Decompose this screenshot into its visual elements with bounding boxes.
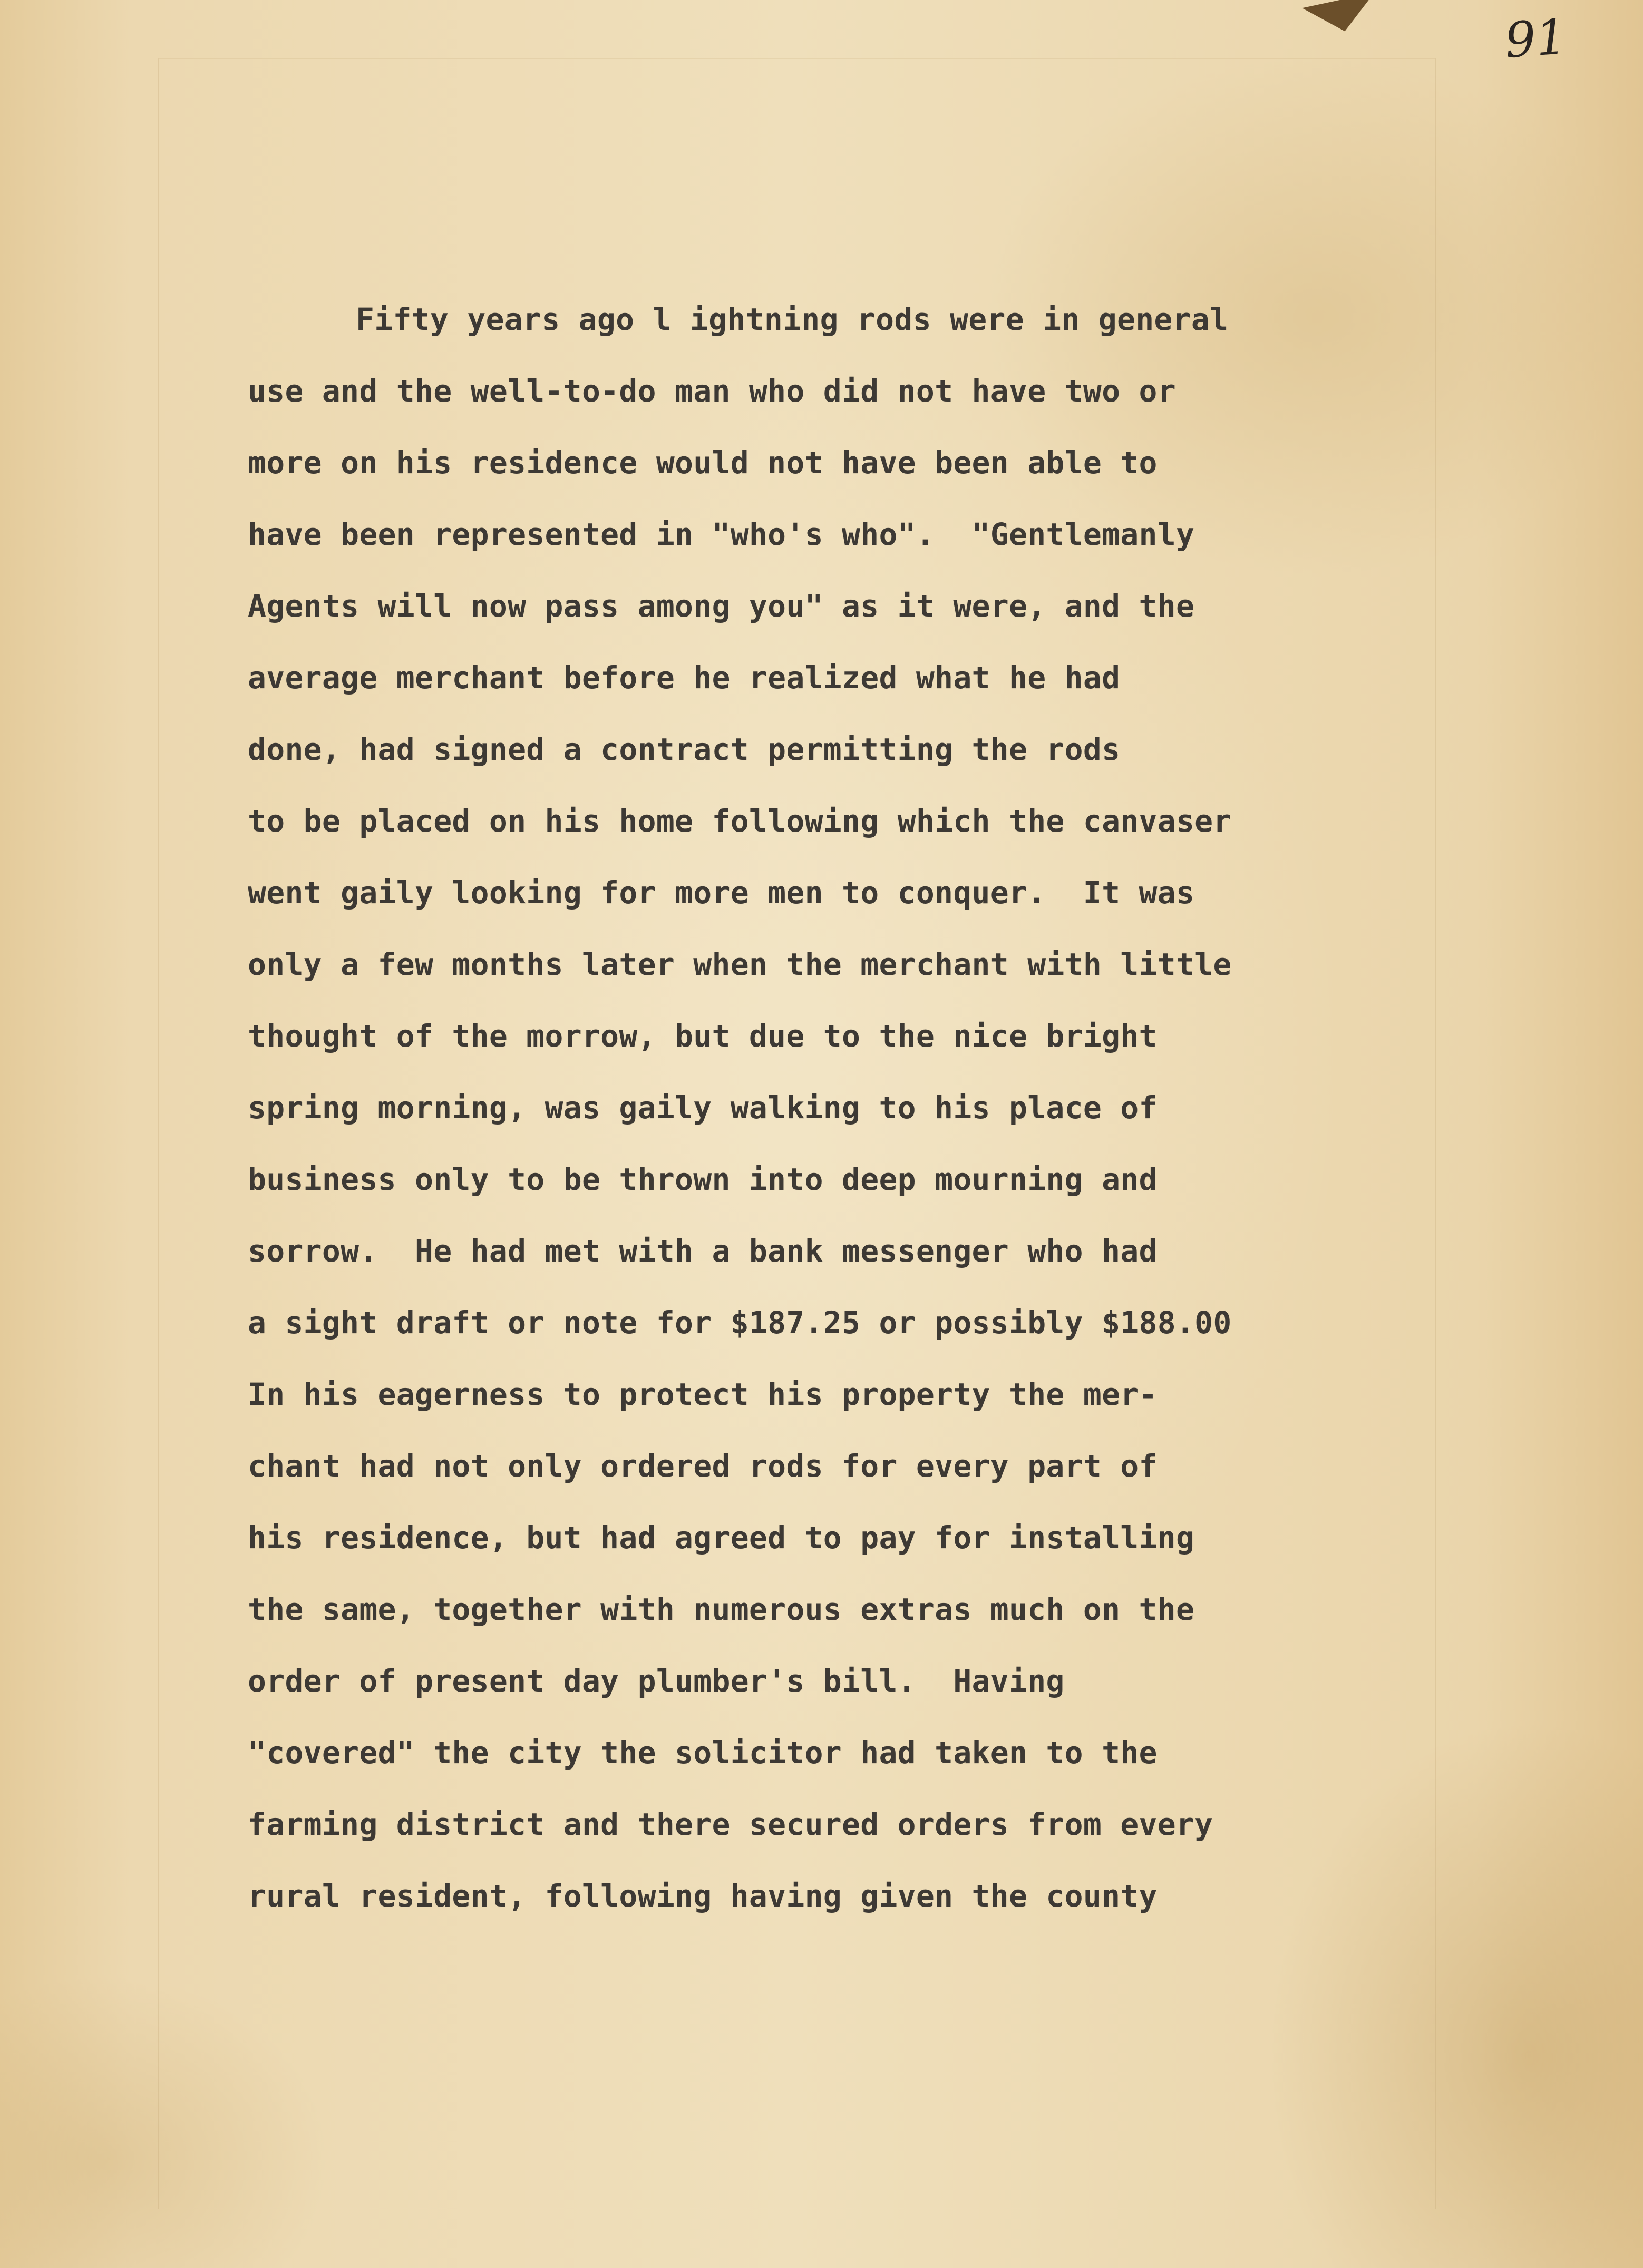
text-line: his residence, but had agreed to pay for installing <box>248 1520 1195 1556</box>
text-line: chant had not only ordered rods for every part of <box>248 1448 1158 1484</box>
text-line: In his eagerness to protect his property the mer- <box>248 1376 1158 1412</box>
text-line: business only to be thrown into deep mourning and <box>248 1161 1158 1197</box>
text-line: use and the well-to-do man who did not have two or <box>248 373 1176 409</box>
text-line: order of present day plumber's bill. Having <box>248 1663 1065 1699</box>
typescript-body <box>248 284 1428 1932</box>
corner-fold <box>1302 0 1380 39</box>
text-line: rural resident, following having given the county <box>248 1878 1158 1914</box>
text-line: the same, together with numerous extras much on the <box>248 1591 1195 1627</box>
text-line: sorrow. He had met with a bank messenger who had <box>248 1233 1158 1269</box>
text-line: Agents will now pass among you" as it were, and the <box>248 588 1195 624</box>
text-line: a sight draft or note for $187.25 or possibly $188.00 <box>248 1305 1232 1341</box>
page-number: 91 <box>1503 8 1569 69</box>
text-line: went gaily looking for more men to conquer. It was <box>248 875 1195 911</box>
text-line: have been represented in "who's who". "Gentlemanly <box>248 516 1195 552</box>
text-line: average merchant before he realized what he had <box>248 660 1121 696</box>
text-line: more on his residence would not have been able to <box>248 445 1158 481</box>
text-line: farming district and there secured orders from every <box>248 1806 1213 1842</box>
text-line: Fifty years ago l ightning rods were in general <box>356 301 1229 337</box>
text-line: "covered" the city the solicitor had taken to the <box>248 1735 1158 1771</box>
text-line: spring morning, was gaily walking to his place of <box>248 1090 1158 1126</box>
text-line: only a few months later when the merchant with little <box>248 946 1232 982</box>
text-line: thought of the morrow, but due to the nice bright <box>248 1018 1158 1054</box>
text-line: to be placed on his home following which the canvaser <box>248 803 1232 839</box>
text-line: done, had signed a contract permitting the rods <box>248 731 1121 767</box>
